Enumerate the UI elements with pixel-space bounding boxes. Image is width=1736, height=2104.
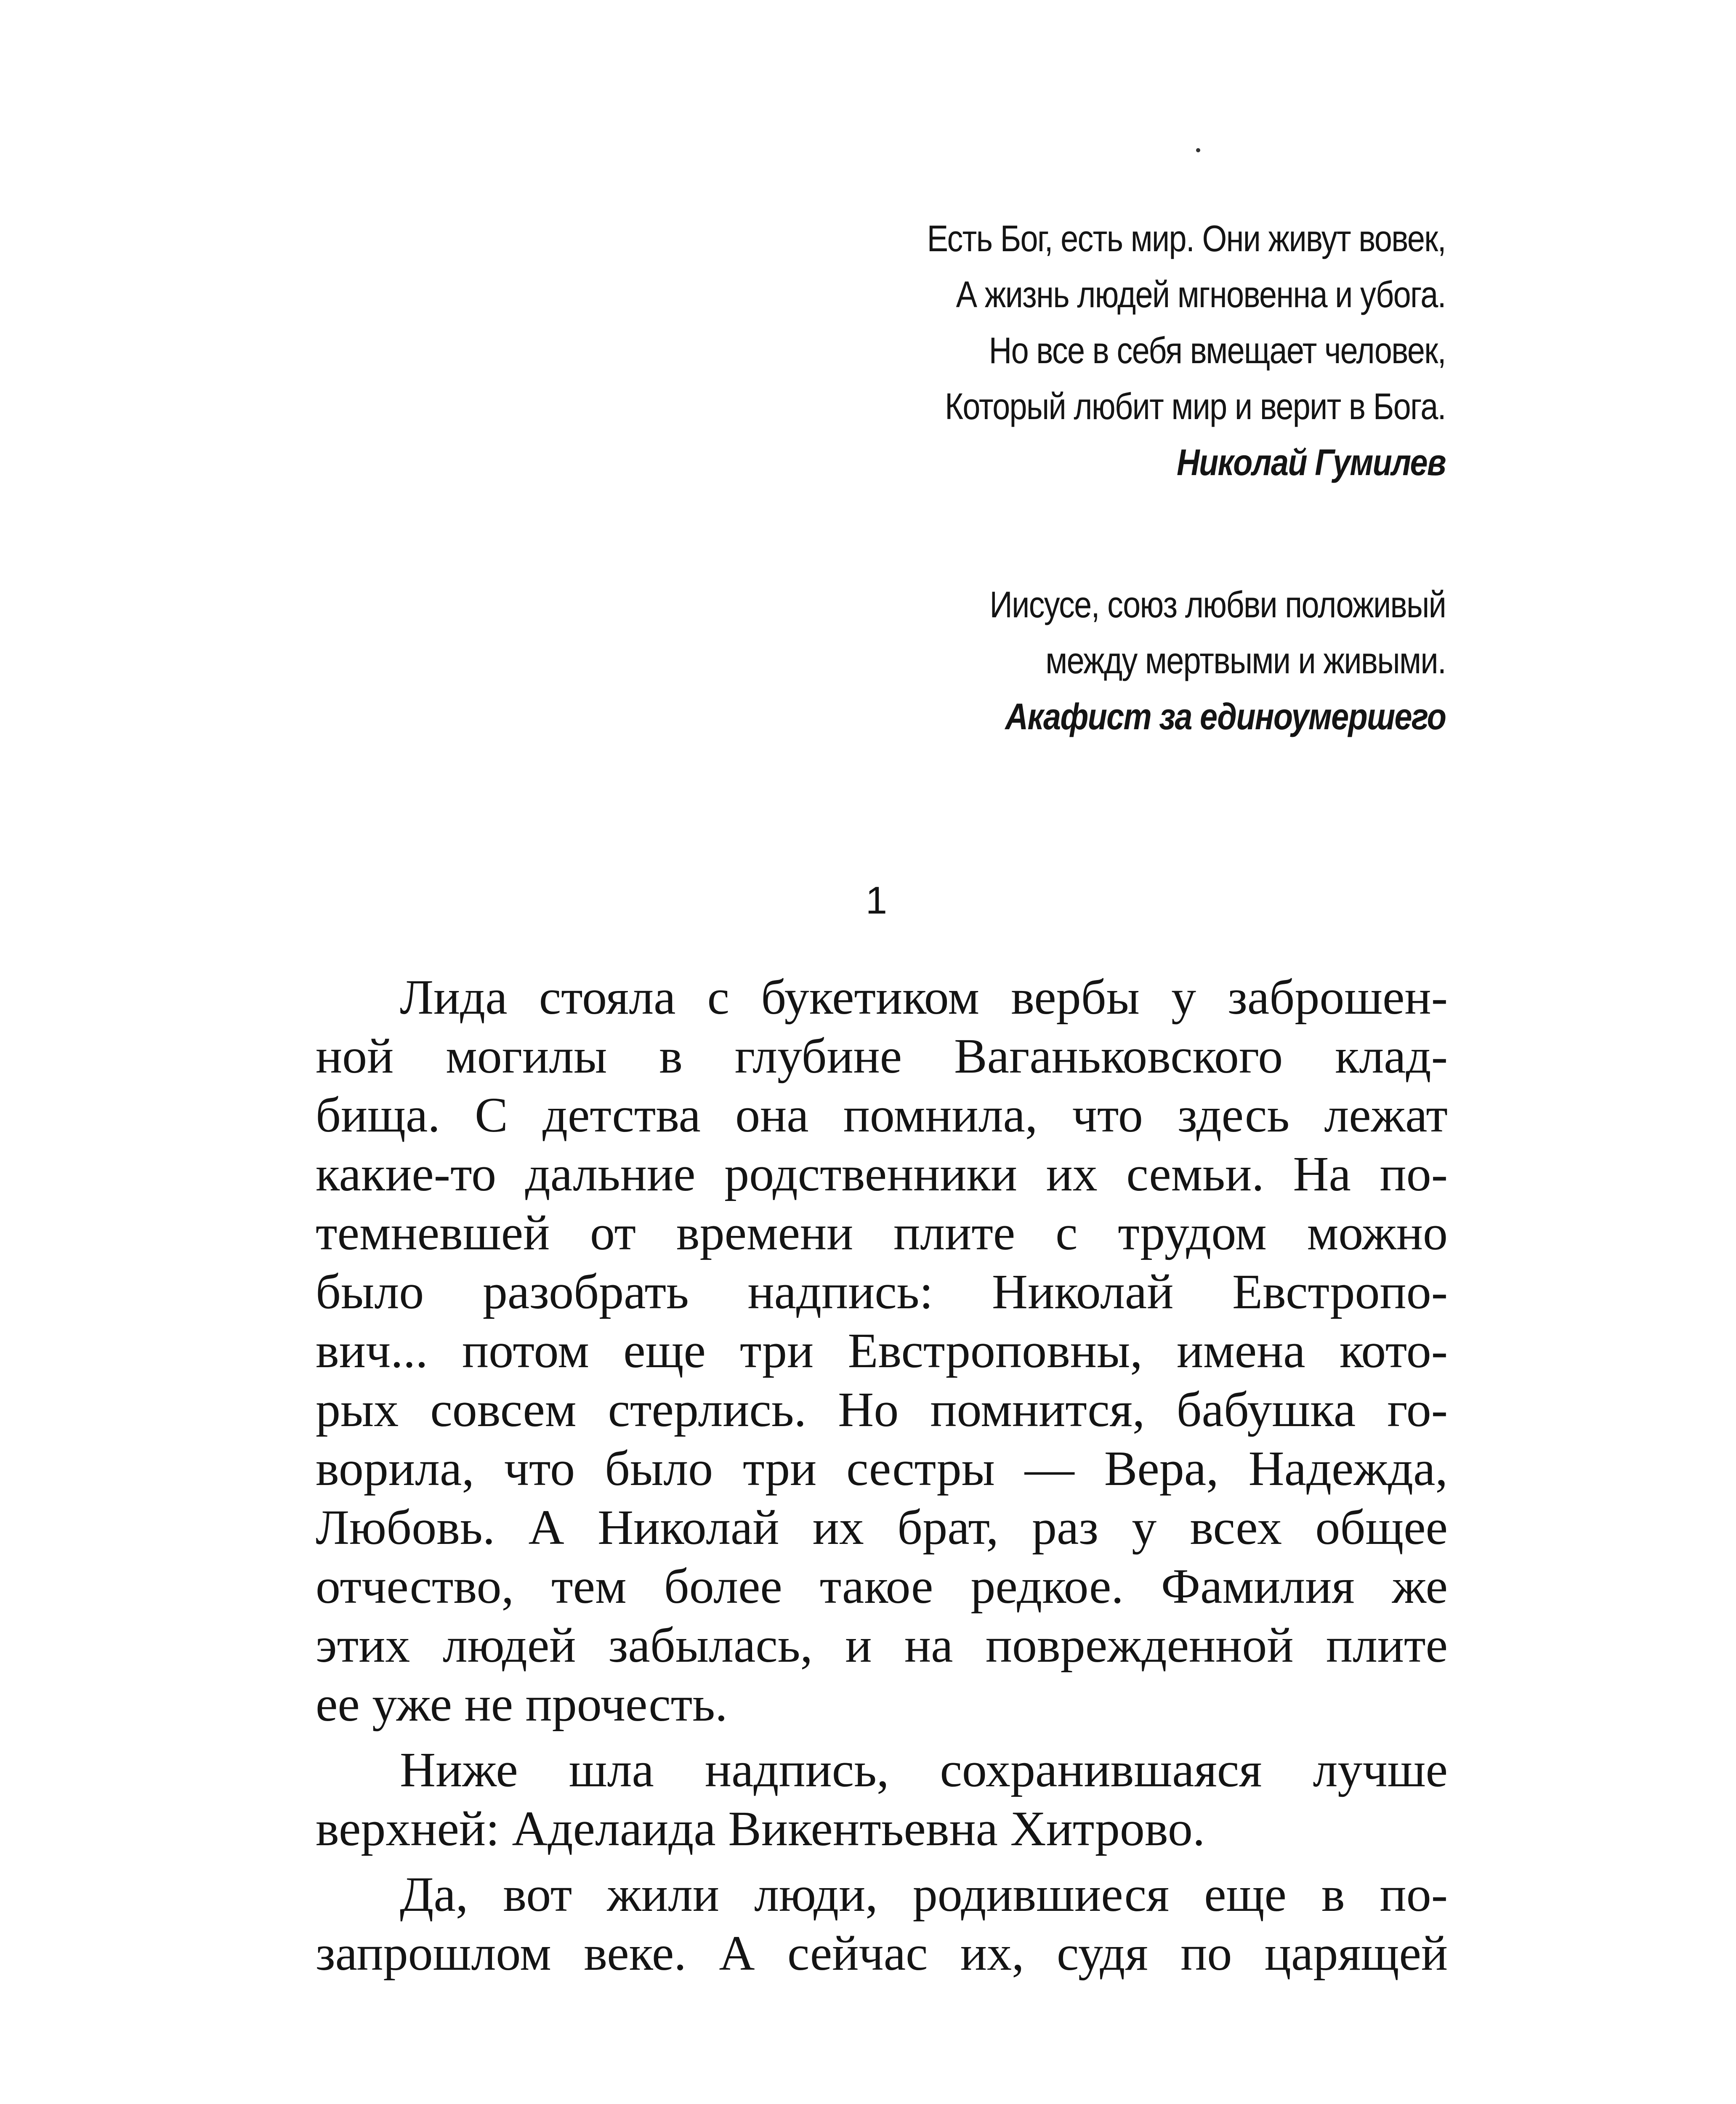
epigraph-line: Который любит мир и верит в Бога.	[945, 385, 1446, 427]
print-speck	[1196, 148, 1200, 152]
epigraph-line: А жизнь людей мгновенна и убога.	[956, 274, 1446, 315]
epigraph-akathist	[989, 576, 1446, 744]
text-line: этих людей забылась, и на поврежденной плите	[316, 1618, 1448, 1673]
text-line: бища. С детства она помнила, что здесь лежат	[316, 1087, 1448, 1142]
epigraph-author: Николай Гумилев	[1177, 441, 1446, 483]
epigraph-author: Акафист за единоумершего	[1005, 696, 1446, 737]
epigraph-line: Есть Бог, есть мир. Они живут вовек,	[927, 218, 1446, 259]
text-line: какие-то дальние родственники их семьи. На по-	[316, 1146, 1448, 1201]
epigraph-line: между мертвыми и живыми.	[1045, 640, 1446, 681]
text-line: рых совсем стерлись. Но помнится, бабушка го-	[316, 1382, 1448, 1437]
epigraph-line: Но все в себя вмещает человек,	[989, 329, 1446, 371]
text-line: Ниже шла надпись, сохранившаяся лучше	[400, 1742, 1448, 1797]
text-line: запрошлом веке. А сейчас их, судя по царящей	[316, 1926, 1448, 1981]
text-line: Да, вот жили люди, родившиеся еще в по-	[400, 1867, 1448, 1922]
text-line: было разобрать надпись: Николай Евстропо-	[316, 1264, 1448, 1319]
text-line: темневшей от времени плите с трудом можно	[316, 1205, 1448, 1260]
epigraph-line: Иисусе, союз любви положивый	[989, 584, 1446, 625]
text-line: ной могилы в глубине Ваганьковского клад-	[316, 1028, 1448, 1084]
text-line: Любовь. А Николай их брат, раз у всех общее	[316, 1500, 1448, 1555]
chapter-body	[316, 968, 1448, 1983]
epigraph-gumilev	[927, 210, 1446, 490]
text-line: ее уже не прочесть.	[316, 1676, 728, 1732]
text-line: ворила, что было три сестры — Вера, Надежда,	[316, 1441, 1448, 1496]
text-line: вич... потом еще три Евстроповны, имена кото-	[316, 1323, 1448, 1378]
chapter-number: 1	[865, 879, 888, 922]
text-line: верхней: Аделаида Викентьевна Хитрово.	[316, 1801, 1205, 1856]
text-line: Лида стояла с букетиком вербы у заброшен-	[400, 970, 1448, 1025]
text-line: отчество, тем более такое редкое. Фамилия же	[316, 1559, 1448, 1614]
